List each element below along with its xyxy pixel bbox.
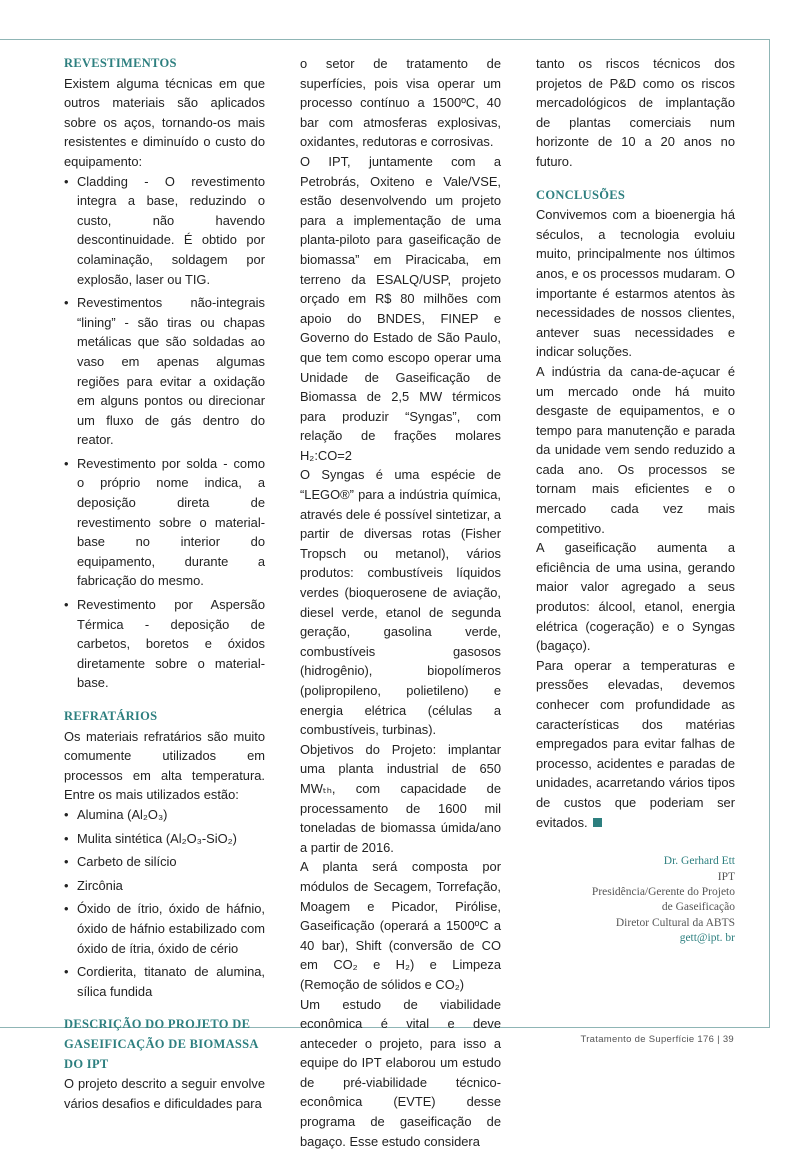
section-title-revestimentos: REVESTIMENTOS [64,54,265,74]
paragraph: A planta será composta por módulos de Secagem, Torrefação, Moagem e Picador, Pirólise, Gaseificação (operará a 1500ºC a 40 bar), Shift (conversão de CO em CO₂ e H₂) e Limpeza (Remoção de sólidos e CO₂) [300,857,501,994]
list-item: • Alumina (Al₂O₃) [64,805,265,825]
final-text: Para operar a temperaturas e pressões elevadas, devemos conhecer com profundidade as características dos matérias empregados para evitar falhas de processo, acidentes e paradas de unidades, acarretando vários tipos de custos que poderiam ser evitados. [536,658,735,830]
list-item: • Revestimento por solda - como o próprio nome indica, a deposição direta de revestimento sobre o material-base no interior do equipamento, durante a fabricação do mesmo. [64,454,265,591]
column-1 [64,54,265,1113]
paragraph: Objetivos do Projeto: implantar uma planta industrial de 650 MWₜₕ, com capacidade de processamento de 1600 mil toneladas de biomassa úmida/ano a partir de 2016. [300,740,501,858]
end-of-article-square-icon [593,818,602,827]
paragraph: A indústria da cana-de-açucar é um mercado onde há muito desgaste de equipamentos, e o tempo para manutenção e parada da unidade vem sendo reduzido a cada ano. Os processos se tornam mais eficientes e o mercado cada vez mais competitivo. [536,362,735,538]
list-item: • Revestimento por Aspersão Térmica - deposição de carbetos, boretos e óxidos diretamente sobre o material-base. [64,595,265,693]
column-2 [300,54,501,1151]
paragraph: A gaseificação aumenta a eficiência de uma usina, gerando maior valor agregado a seus produtos: álcool, etanol, energia elétrica (cogeração) e o Syngas (bagaço). [536,538,735,656]
list-item: • Carbeto de silício [64,852,265,872]
author-org: IPT [536,870,735,885]
author-role: de Gaseificação [536,900,735,915]
descricao-paragraph: O projeto descrito a seguir envolve vários desafios e dificuldades para [64,1074,265,1113]
list-item: • Cladding - O revestimento integra a base, reduzindo o custo, não havendo descontinuidade. É obtido por colaminação, soldagem por explosão, laser ou TIG. [64,172,265,290]
paragraph: O Syngas é uma espécie de “LEGO®” para a indústria química, através dele é possível sintetizar, a partir de diversas rotas (Fisher Tropsch ou metanol), vários produtos: combustíveis líquidos verdes (bioquerosene de aviação, diesel verde, etanol de segunda geração, gasolina verde, combustíveis gasosos (hidrogênio), biopolímeros (polipropileno, polietileno) e energia elétrica (células a combustíveis, turbinas). [300,465,501,739]
paragraph-final [536,656,735,832]
section-title-descricao: DESCRIÇÃO DO PROJETO DE GASEIFICAÇÃO DE BIOMASSA DO IPT [64,1015,265,1074]
list-item: • Óxido de ítrio, óxido de háfnio, óxido de háfnio estabilizado com óxido de ítria, óxido de cério [64,899,265,958]
list-item: • Revestimentos não-integrais “lining” - são tiras ou chapas metálicas que são soldadas ao vaso em apenas algumas regiões para evitar a oxidação em alguns pontos ou direcionar um fluxo de gás dentro do reator. [64,293,265,450]
frame-right-line [769,39,770,1027]
paragraph: Um estudo de viabilidade econômica é vital e deve anteceder o projeto, para isso a equipe do IPT elaborou um estudo de pré-viabilidade técnico-econômica (EVTE) desse programa de gaseificação de bagaço. Esse estudo considera [300,995,501,1151]
paragraph: tanto os riscos técnicos dos projetos de P&D como os riscos mercadológicos de implantação de plantas comerciais num horizonte de 10 a 20 anos no futuro. [536,54,735,172]
refratarios-intro: Os materiais refratários são muito comumente utilizados em processos em alta temperatura. Entre os mais utilizados estão: [64,727,265,805]
column-3 [536,54,735,947]
author-role: Diretor Cultural da ABTS [536,916,735,931]
list-item: • Zircônia [64,876,265,896]
revestimentos-intro: Existem alguma técnicas em que outros materiais são aplicados sobre os aços, tornando-os mais resistentes e diminuído o custo do equipamento: [64,74,265,172]
refratarios-list [64,805,265,1001]
section-title-conclusoes: CONCLUSÕES [536,186,735,206]
section-title-refratarios: REFRATÁRIOS [64,707,265,727]
author-email-link[interactable]: gett@ipt. br [536,931,735,946]
page-footer: Tratamento de Superfície 176 | 39 [580,1034,734,1045]
list-item: • Cordierita, titanato de alumina, sílica fundida [64,962,265,1001]
author-role: Presidência/Gerente do Projeto [536,885,735,900]
list-item: • Mulita sintética (Al₂O₃-SiO₂) [64,829,265,849]
paragraph: O IPT, juntamente com a Petrobrás, Oxiteno e Vale/VSE, estão desenvolvendo um projeto para a implementação de uma planta-piloto para gaseificação de biomassa” em Piracicaba, em terreno da ESALQ/USP, projeto orçado em R$ 80 milhões com apoio do BNDES, FINEP e Governo do Estado de São Paulo, que tem como escopo operar uma Unidade de Gaseificação de Biomassa de 2,5 MW térmicos para produzir “Syngas”, com relação de frações molares H₂:CO=2 [300,152,501,466]
paragraph: o setor de tratamento de superfícies, pois visa operar um processo contínuo a 1500ºC, 40 bar com atmosferas explosivas, oxidantes, redutoras e corrosivas. [300,54,501,152]
frame-top-line [0,39,770,40]
author-name: Dr. Gerhard Ett [536,854,735,869]
revestimentos-list [64,172,265,693]
paragraph: Convivemos com a bioenergia há séculos, a tecnologia evoluiu muito, principalmente nos últimos anos, e os processos mudaram. O importante é estarmos atentos às necessidades de nossos clientes, antever suas necessidades e indicar soluções. [536,205,735,362]
author-signature [536,854,735,946]
